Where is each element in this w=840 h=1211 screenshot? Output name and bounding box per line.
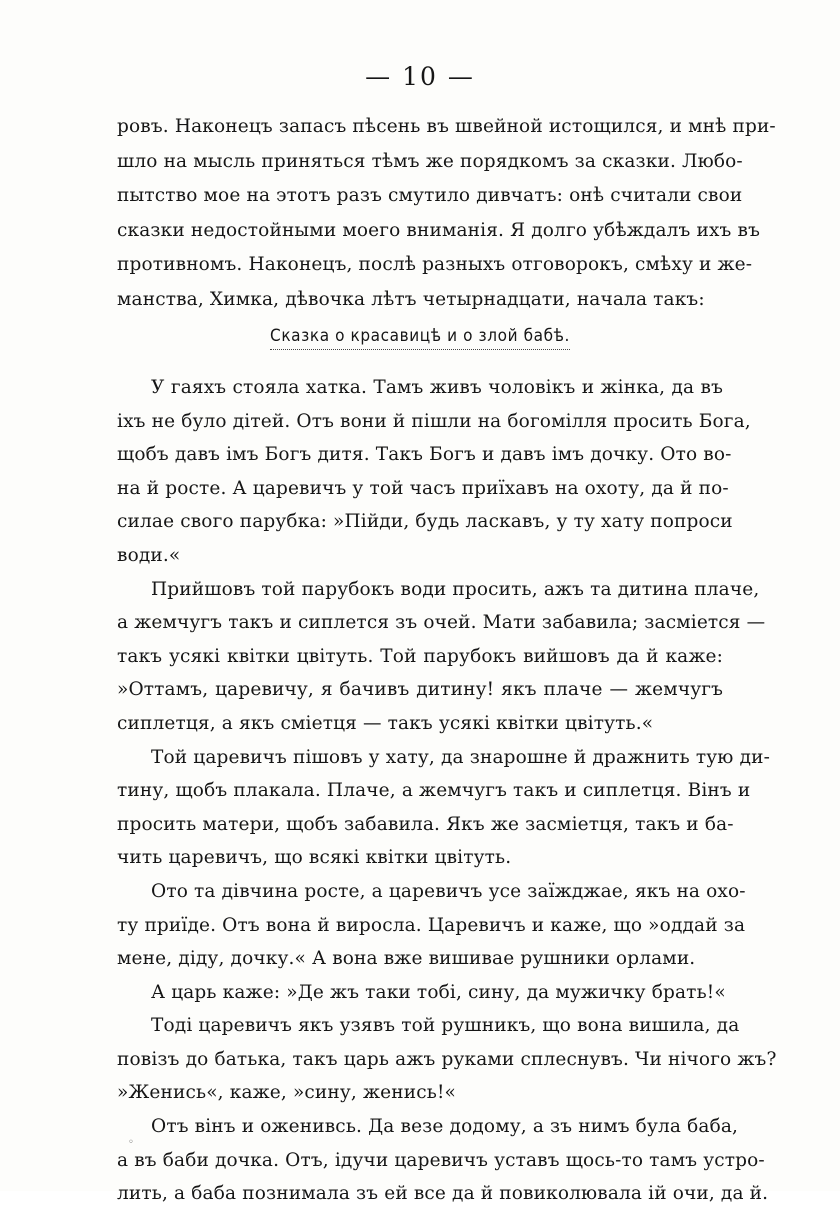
text-line: У гаяхъ стояла хатка. Тамъ живъ чоловікъ и жінка, да въ bbox=[151, 377, 723, 398]
text-line: такъ усякі квітки цвітуть. Той парубокъ вийшовъ да й каже: bbox=[117, 645, 723, 667]
text-line: ту приїде. Отъ вона й виросла. Царевичъ и каже, що »оддай за bbox=[117, 914, 746, 936]
text-line: сиплетця, а якъ сміетця — такъ усякі квітки цвітуть.« bbox=[117, 712, 654, 734]
text-line: А царь каже: »Де жъ таки тобі, сину, да мужичку брать!« bbox=[151, 981, 726, 1003]
text-line: щобъ давъ імъ Богъ дитя. Такъ Богъ и давъ імъ дочку. Ото во- bbox=[117, 444, 732, 466]
text-line: сказки недостойными моего вниманія. Я долго убѣждалъ ихъ въ bbox=[117, 219, 760, 241]
text-line: просить матери, щобъ забавила. Якъ же засміетця, такъ и ба- bbox=[117, 813, 734, 835]
text-line: шло на мысль приняться тѣмъ же порядкомъ за сказки. Любо- bbox=[117, 150, 743, 172]
text-line: Прийшовъ той парубокъ води просить, ажъ та дитина плаче, bbox=[151, 578, 760, 600]
story-title-text: Сказка о красавицѣ и о злой бабѣ. bbox=[270, 326, 570, 350]
text-line: манства, Химка, дѣвочка лѣтъ четырнадцати, начала такъ: bbox=[117, 288, 705, 310]
text-line: чить царевичъ, що всякі квітки цвітуть. bbox=[117, 847, 512, 869]
text-line: а жемчугъ такъ и сиплется зъ очей. Мати забавила; засміется — bbox=[117, 612, 766, 634]
text-line: силае свого парубка: »Пійди, будь ласкавъ, у ту хату попроси bbox=[117, 511, 733, 533]
story-text bbox=[117, 371, 777, 1211]
text-line: тину, щобъ плакала. Плаче, а жемчугъ такъ и сиплетця. Вінъ и bbox=[117, 780, 751, 802]
story-title bbox=[0, 326, 840, 346]
text-line: води.« bbox=[117, 544, 181, 566]
text-line: а въ баби дочка. Отъ, ідучи царевичъ уставъ щось-то тамъ устро- bbox=[117, 1149, 765, 1171]
text-line: на й росте. А царевичъ у той часъ приїхавъ на охоту, да й по- bbox=[117, 477, 729, 499]
text-line: Ото та дівчина росте, а царевичъ усе заїжджае, якъ на охо- bbox=[151, 880, 746, 902]
intro-paragraph bbox=[117, 110, 776, 317]
text-line: іхъ не було дітей. Отъ вони й пішли на богомілля просить Бога, bbox=[117, 410, 751, 432]
page-number: — 10 — bbox=[365, 62, 475, 91]
text-line: лить, а баба познимала зъ ей все да й повиколювала ій очи, да й. bbox=[117, 1183, 769, 1205]
ink-speck-icon: ◦ bbox=[128, 1137, 134, 1148]
text-line: »Оттамъ, царевичу, я бачивъ дитину! якъ плаче — жемчугъ bbox=[117, 679, 723, 701]
text-line: Той царевичъ пішовъ у хату, да знарошне й дражнить тую ди- bbox=[151, 746, 771, 768]
text-line: Тоді царевичъ якъ узявъ той рушникъ, що вона вишила, да bbox=[151, 1015, 740, 1037]
text-line: пытство мое на этотъ разъ смутило дивчатъ: онѣ считали свои bbox=[117, 185, 743, 206]
text-line: мене, діду, дочку.« А вона вже вишивае рушники орлами. bbox=[117, 948, 696, 970]
text-line: противномъ. Наконецъ, послѣ разныхъ отговорокъ, смѣху и же- bbox=[117, 254, 753, 275]
text-line: повізъ до батька, такъ царь ажъ руками сплеснувъ. Чи нічого жъ? bbox=[117, 1048, 777, 1070]
text-line: Отъ вінъ и оженивсь. Да везе додому, а зъ нимъ була баба, bbox=[151, 1116, 739, 1138]
text-line: ровъ. Наконецъ запасъ пѣсень въ швейной истощился, и мнѣ при- bbox=[117, 116, 776, 137]
text-line: »Женись«, каже, »сину, женись!« bbox=[117, 1082, 456, 1104]
